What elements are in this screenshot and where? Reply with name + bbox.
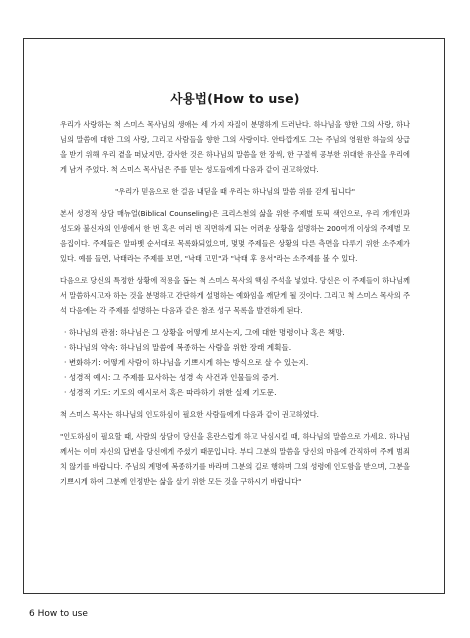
- commentary-paragraph: 다음으로 당신의 특정한 상황에 적용을 돕는 척 스미스 목사의 핵심 주석을 넣었다. 당신은 이 주제들이 하나님께서 말씀하시고자 하는 것을 분명하고 간단하게 설명하는 예화임을 깨닫게 될 것이다. 그리고 척 스미스 목사의 주석 다음에는 각 주제를 설명하는 다음과 같은 참조 성구 목록을 발견하게 된다.: [60, 276, 410, 315]
- page-content: [60, 91, 410, 489]
- list-item: · 성경적 기도: 기도의 예시로서 혹은 따라하기 위한 실제 기도문.: [64, 388, 277, 397]
- featured-quote: "우리가 믿음으로 한 걸음 내딛을 때 우리는 하나님의 말씀 위를 걷게 됩니다": [114, 187, 356, 196]
- intro-paragraph: 우리가 사랑하는 척 스미스 목사님의 생애는 세 가지 자질이 분명하게 드러난다. 하나님을 향한 그의 사랑, 하나님의 말씀에 대한 그의 사랑, 그리고 사람들을 향한 그의 사랑이다. 안타깝게도 그는 주님의 영원한 하늘의 상급을 받기 위해 우리 곁을 떠났지만, 감사한 것은 하나님의 말씀을 한 장씩, 한 구절씩 공부한 위대한 유산을 우리에게 남겨 주었다. 척 스미스 목사님은 주를 믿는 성도들에게 다음과 같이 권고하였다.: [60, 120, 410, 174]
- closing-quote: "인도하심이 필요할 때, 사람의 상담이 당신을 혼란스럽게 하고 낙심시킬 때, 하나님의 말씀으로 가세요. 하나님께서는 이미 자신의 답변을 당신에게 주셨기 때문입니다. 부디 그분의 말씀을 당신의 마음에 간직하여 주께 범죄치 않기를 바랍니다. 주님의 계명에 복종하기를 바라며 그분의 길로 행하며 그의 성령에 인도함을 받으며, 그분을 기쁘시게 하여 그분께 인정받는 삶을 살기 위한 모든 것을 구하시기 바랍니다": [60, 432, 410, 486]
- reference-category-list: [60, 325, 410, 400]
- description-paragraph: 본서 성경적 상담 매뉴얼(Biblical Counseling)은 크리스천의 삶을 위한 주제별 토픽 색인으로, 우리 개개인과 성도와 불신자의 인생에서 한 번 혹은 여러 번 직면하게 되는 어려운 상황을 설명하는 200여개 이상의 주제별 모음집이다. 주제들은 알파벳 순서대로 목록화되었으며, 몇몇 주제들은 상황의 다른 측면을 다루기 위한 소주제가 있다. 예를 들면, 낙태라는 주제를 보면, "낙태 고민"과 "낙태 후 용서"라는 소주제를 볼 수 있다.: [60, 209, 410, 263]
- list-item: · 하나님의 관점: 하나님은 그 상황을 어떻게 보시는지, 그에 대한 명령이나 혹은 책망.: [64, 328, 345, 337]
- list-item: · 하나님의 약속: 하나님의 말씀에 복종하는 사람을 위한 장래 계획들.: [64, 343, 292, 352]
- page-title: 사용법(How to use): [170, 91, 300, 106]
- list-item: · 변화하기: 어떻게 사람이 하나님을 기쁘시게 하는 방식으로 살 수 있는지.: [64, 358, 309, 367]
- closing-sentence: 척 스미스 목사는 하나님의 인도하심이 필요한 사람들에게 다음과 같이 권고하였다.: [60, 410, 319, 419]
- list-item: · 성경적 예시: 그 주제를 묘사하는 성경 속 사건과 인물들의 증거.: [64, 373, 279, 382]
- page-footer: 6 How to use: [29, 609, 88, 619]
